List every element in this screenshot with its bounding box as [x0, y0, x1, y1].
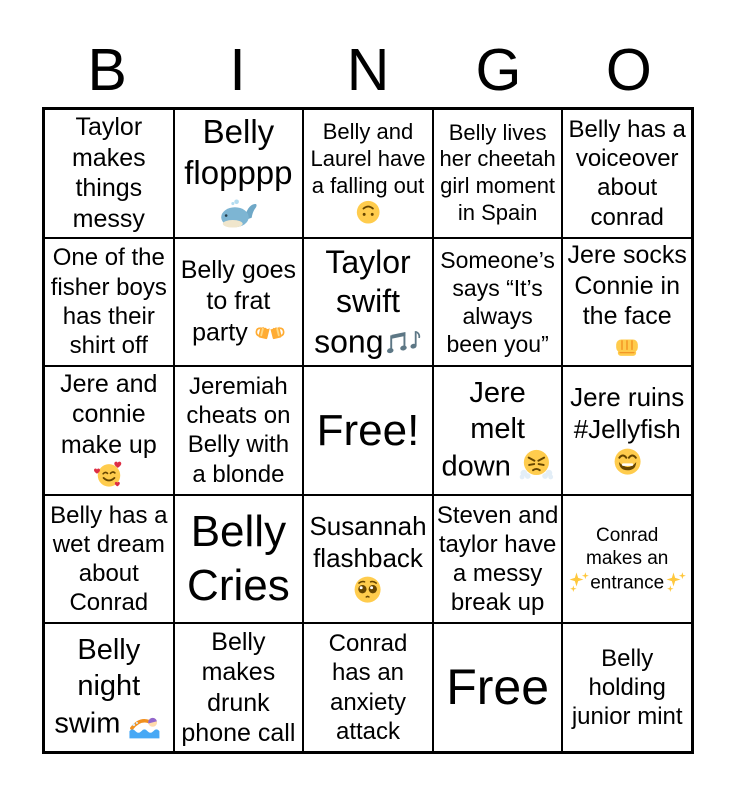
- woman-swimming-icon: [128, 704, 163, 739]
- cell-text-line: to frat: [206, 286, 271, 315]
- bingo-cell-r5c2[interactable]: [174, 623, 304, 752]
- bingo-letter-n: N: [346, 37, 390, 103]
- cell-text-line: Jere ruins: [570, 382, 685, 413]
- cell-text-line: holding: [588, 674, 666, 702]
- cell-text-line: voiceover: [575, 145, 679, 173]
- cell-text-line: entrance: [566, 570, 688, 595]
- cell-text-line: flashback: [313, 542, 423, 573]
- spouting-whale-icon: [219, 193, 259, 233]
- cell-text: [437, 120, 559, 227]
- pleading-face-icon: [352, 574, 383, 605]
- cell-text-line: Free: [446, 659, 549, 716]
- grinning-face-icon: [612, 446, 643, 477]
- bingo-cell-r2c4[interactable]: [433, 238, 563, 367]
- cell-text-line: song: [307, 321, 429, 361]
- bingo-cell-r5c3[interactable]: [303, 623, 433, 752]
- cell-text-line: Belly has a: [50, 501, 168, 529]
- cell-text-line: Jere socks: [567, 241, 687, 270]
- bingo-cell-r2c2[interactable]: [174, 238, 304, 367]
- cell-text-line: the face: [582, 302, 672, 331]
- cell-text: [178, 372, 300, 489]
- cell-text: [566, 644, 688, 732]
- clinking-beer-mugs-icon: [255, 316, 285, 346]
- cell-text-line: Belly with: [187, 431, 290, 459]
- cell-text-line: cheats on: [186, 402, 291, 430]
- bingo-letter-b: B: [87, 37, 127, 103]
- cell-text-line: flopppp: [184, 153, 293, 191]
- cell-text-line: taylor have: [438, 530, 557, 558]
- cell-text: [48, 369, 170, 493]
- cell-text-line: Belly: [77, 634, 141, 667]
- cell-text: [566, 524, 688, 595]
- cell-text-line: Conrad: [596, 524, 659, 546]
- cell-text-line: a blonde: [192, 460, 285, 488]
- cell-text-line: fisher boys: [50, 273, 167, 301]
- bingo-cell-r1c4[interactable]: [433, 109, 563, 238]
- cell-text-line: Jere and: [60, 369, 158, 398]
- cell-text-line: wet dream: [52, 530, 165, 558]
- cell-text-line: a messy: [452, 560, 543, 588]
- bingo-cell-r1c2[interactable]: [174, 109, 304, 238]
- cell-text-line: Belly has a: [568, 115, 686, 143]
- cell-text-line: Susannah: [309, 510, 427, 541]
- cell-text-line: [566, 332, 688, 364]
- cell-text-line: Belly goes: [180, 256, 297, 285]
- cell-text-line: down: [437, 447, 559, 485]
- cell-text-line: break up: [450, 589, 545, 617]
- cell-text-line: Belly: [211, 627, 266, 656]
- cell-text-line: [566, 446, 688, 479]
- cell-text: [307, 511, 429, 608]
- cell-text-line: anxiety: [329, 688, 407, 716]
- cell-text-line: Belly: [601, 644, 654, 672]
- cell-text-line: [307, 574, 429, 607]
- bingo-cell-r5c4[interactable]: [433, 623, 563, 752]
- cell-text-line: phone call: [181, 719, 296, 748]
- cell-text: [437, 501, 559, 618]
- cell-text-line: #Jellyfish: [573, 413, 681, 444]
- cell-text: [178, 627, 300, 749]
- bingo-cell-r5c1[interactable]: [44, 623, 174, 752]
- cell-text-line: makes an: [586, 547, 669, 569]
- cell-text-line: Cries: [187, 561, 290, 611]
- bingo-cell-r3c1[interactable]: [44, 366, 174, 495]
- cell-text-line: has an: [331, 659, 405, 687]
- cell-text-line: [307, 199, 429, 227]
- cell-text-line: makes: [71, 143, 146, 172]
- bingo-cell-r4c5[interactable]: [562, 495, 692, 624]
- cell-text-line: says “It’s: [452, 274, 543, 301]
- bingo-cell-r3c4[interactable]: [433, 366, 563, 495]
- cell-text-line: Conrad: [328, 630, 408, 658]
- cell-text-line: junior mint: [571, 703, 683, 731]
- bingo-letter-o: O: [605, 37, 652, 103]
- musical-notes-icon: [383, 321, 421, 359]
- cell-text-line: Someone’s: [440, 246, 555, 273]
- cell-text-line: [48, 460, 170, 492]
- bingo-cell-r4c1[interactable]: [44, 495, 174, 624]
- cell-text-line: Taylor: [325, 243, 411, 280]
- cell-text: [566, 115, 688, 232]
- cell-text-line: melt: [470, 412, 525, 445]
- cell-text-line: shirt off: [69, 332, 148, 360]
- cell-text-line: girl moment: [440, 173, 556, 199]
- cell-text-line: messy: [72, 204, 145, 233]
- cell-text-line: in Spain: [457, 200, 538, 226]
- cell-text: [437, 376, 559, 485]
- cell-text: [307, 404, 429, 458]
- face-with-steam-icon: [519, 447, 554, 482]
- cell-text-line: Belly: [202, 113, 275, 151]
- cell-text: [437, 657, 559, 718]
- bingo-cell-r2c3[interactable]: [303, 238, 433, 367]
- cell-text-line: make up: [60, 430, 157, 459]
- bingo-cell-r1c5[interactable]: [562, 109, 692, 238]
- upside-down-face-icon: [355, 199, 381, 225]
- cell-text-line: Connie in: [574, 271, 681, 300]
- bingo-cell-r5c5[interactable]: [562, 623, 692, 752]
- cell-text-line: swim: [48, 704, 170, 742]
- cell-text: [178, 505, 300, 612]
- bingo-cell-r4c4[interactable]: [433, 495, 563, 624]
- bingo-cell-r3c2[interactable]: [174, 366, 304, 495]
- cell-text: [437, 246, 559, 358]
- cell-text-line: attack: [335, 717, 400, 745]
- cell-text-line: Conrad: [69, 589, 149, 617]
- sparkles-icon: [664, 570, 687, 593]
- cell-text-line: Taylor: [75, 113, 143, 142]
- cell-text: [307, 629, 429, 746]
- cell-text: [307, 119, 429, 228]
- bingo-cell-r2c1[interactable]: [44, 238, 174, 367]
- cell-text-line: drunk: [207, 688, 270, 717]
- bingo-cell-r4c2[interactable]: [174, 495, 304, 624]
- cell-text-line: connie: [71, 400, 146, 429]
- cell-text-line: her cheetah: [439, 146, 556, 172]
- cell-text-line: Belly and: [322, 118, 414, 144]
- cell-text-line: night: [77, 669, 141, 702]
- cell-text-line: Steven and: [436, 501, 559, 529]
- bingo-letter-g: G: [475, 37, 522, 103]
- cell-text: [48, 243, 170, 360]
- cell-text-line: Jeremiah: [189, 372, 288, 400]
- cell-text-line: Free!: [316, 405, 420, 455]
- cell-text: [48, 633, 170, 742]
- smiling-face-with-hearts-icon: [94, 460, 124, 490]
- bingo-cell-r1c3[interactable]: [303, 109, 433, 238]
- cell-text-line: been you”: [446, 330, 549, 357]
- cell-text: [566, 382, 688, 479]
- cell-text-line: Laurel have: [310, 145, 426, 171]
- bingo-cell-r1c1[interactable]: [44, 109, 174, 238]
- bingo-grid: [42, 107, 694, 754]
- cell-text-line: swift: [335, 282, 400, 319]
- bingo-cell-r3c3[interactable]: [303, 366, 433, 495]
- cell-text: [566, 240, 688, 364]
- cell-text-line: Belly lives: [448, 119, 547, 145]
- cell-text-line: Jere: [469, 377, 526, 410]
- cell-text-line: makes: [201, 658, 276, 687]
- cell-text-line: conrad: [590, 203, 664, 231]
- cell-text-line: always: [462, 302, 533, 329]
- cell-text-line: about: [78, 560, 139, 588]
- cell-text-line: has their: [62, 302, 155, 330]
- cell-text-line: things: [75, 174, 143, 203]
- bingo-letter-i: I: [229, 37, 246, 103]
- oncoming-fist-icon: [612, 332, 642, 362]
- cell-text: [307, 243, 429, 361]
- sparkles-icon: [567, 570, 590, 593]
- cell-text-line: [178, 193, 300, 235]
- cell-text-line: about: [597, 174, 658, 202]
- bingo-cell-r4c3[interactable]: [303, 495, 433, 624]
- cell-text: [178, 255, 300, 348]
- cell-text-line: party: [178, 316, 300, 348]
- cell-text-line: a falling out: [311, 172, 425, 198]
- cell-text-line: Belly: [190, 507, 287, 557]
- cell-text-line: One of the: [52, 244, 165, 272]
- bingo-cell-r2c5[interactable]: [562, 238, 692, 367]
- bingo-title: [42, 34, 694, 106]
- bingo-cell-r3c5[interactable]: [562, 366, 692, 495]
- cell-text: [178, 112, 300, 234]
- cell-text: [48, 112, 170, 234]
- cell-text: [48, 501, 170, 618]
